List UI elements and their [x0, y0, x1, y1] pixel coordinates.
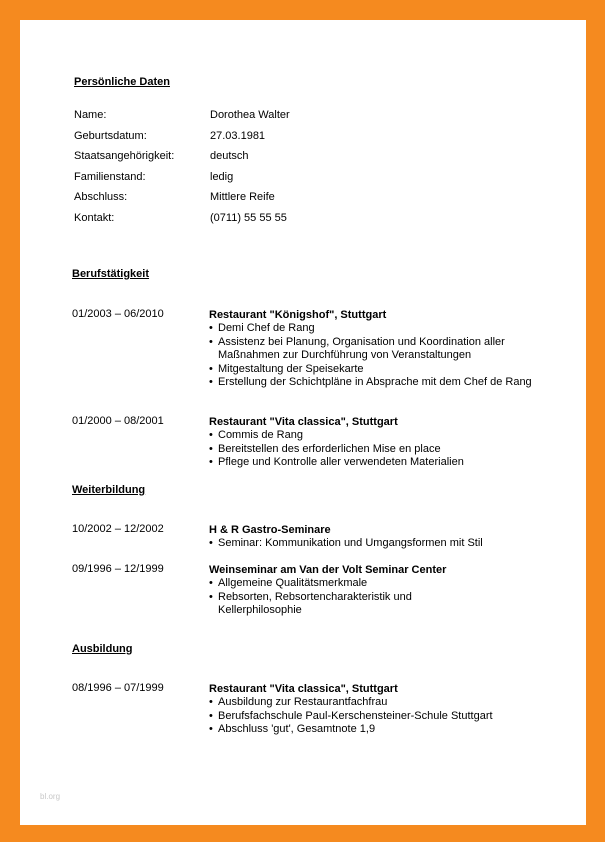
entry-bullet-list — [209, 577, 539, 618]
entry-content — [209, 682, 539, 737]
entry-content — [209, 563, 539, 618]
entry-bullet-list — [209, 322, 539, 390]
label-birthdate: Geburtsdatum: — [74, 130, 147, 142]
entry-bullet: • Rebsorten, Rebsortencharakteristik und Kellerphilosophie — [209, 591, 418, 618]
entry-date: 09/1996 – 12/1999 — [72, 563, 164, 575]
entry-content — [209, 308, 539, 390]
value-name: Dorothea Walter — [210, 109, 290, 121]
entry-company: H & R Gastro-Seminare — [209, 524, 331, 536]
personal-data-heading: Persönliche Daten — [74, 76, 170, 88]
entry-company: Restaurant "Königshof", Stuttgart — [209, 309, 387, 321]
entry-bullet: • Commis de Rang — [209, 429, 539, 443]
entry-company: Restaurant "Vita classica", Stuttgart — [209, 683, 398, 695]
value-marital-status: ledig — [210, 171, 234, 183]
entry-date: 08/1996 – 07/1999 — [72, 682, 164, 694]
entry-bullet: • Ausbildung zur Restaurantfachfrau — [209, 696, 539, 710]
entry-bullet-list — [209, 537, 539, 551]
entry-bullet-list — [209, 429, 539, 470]
label-contact: Kontakt: — [74, 212, 115, 224]
cv-page — [20, 20, 586, 825]
entry-company: Weinseminar am Van der Volt Seminar Center — [209, 564, 447, 576]
entry-bullet: • Demi Chef de Rang — [209, 322, 539, 336]
value-nationality: deutsch — [210, 150, 249, 162]
entry-bullet: • Allgemeine Qualitätsmerkmale — [209, 577, 539, 591]
entry-bullet-list — [209, 696, 539, 737]
label-degree: Abschluss: — [74, 191, 128, 203]
entry-content — [209, 415, 539, 470]
entry-content — [209, 523, 539, 551]
entry-bullet: • Assistenz bei Planung, Organisation und Koordination aller Maßnahmen zur Durchführung von Veranstaltungen — [209, 336, 539, 363]
entry-bullet: • Mitgestaltung der Speisekarte — [209, 363, 539, 377]
entry-bullet: • Berufsfachschule Paul-Kerschensteiner-Schule Stuttgart — [209, 710, 539, 724]
value-birthdate: 27.03.1981 — [210, 130, 266, 142]
work-experience-heading: Berufstätigkeit — [72, 268, 150, 280]
label-nationality: Staatsangehörigkeit: — [74, 150, 175, 162]
entry-bullet: • Abschluss 'gut', Gesamtnote 1,9 — [209, 723, 539, 737]
watermark: bl.org — [40, 792, 61, 801]
value-contact: (0711) 55 55 55 — [210, 212, 287, 224]
entry-bullet: • Pflege und Kontrolle aller verwendeten Materialien — [209, 456, 539, 470]
entry-date: 10/2002 – 12/2002 — [72, 523, 164, 535]
entry-company: Restaurant "Vita classica", Stuttgart — [209, 416, 398, 428]
value-degree: Mittlere Reife — [210, 191, 275, 203]
label-name: Name: — [74, 109, 107, 121]
entry-date: 01/2003 – 06/2010 — [72, 308, 164, 320]
further-education-heading: Weiterbildung — [72, 484, 146, 496]
entry-bullet: • Bereitstellen des erforderlichen Mise en place — [209, 443, 539, 457]
apprenticeship-heading: Ausbildung — [72, 643, 133, 655]
entry-bullet: • Seminar: Kommunikation und Umgangsformen mit Stil — [209, 537, 539, 551]
entry-date: 01/2000 – 08/2001 — [72, 415, 164, 427]
label-marital-status: Familienstand: — [74, 171, 146, 183]
entry-bullet: • Erstellung der Schichtpläne in Absprache mit dem Chef de Rang — [209, 376, 539, 390]
